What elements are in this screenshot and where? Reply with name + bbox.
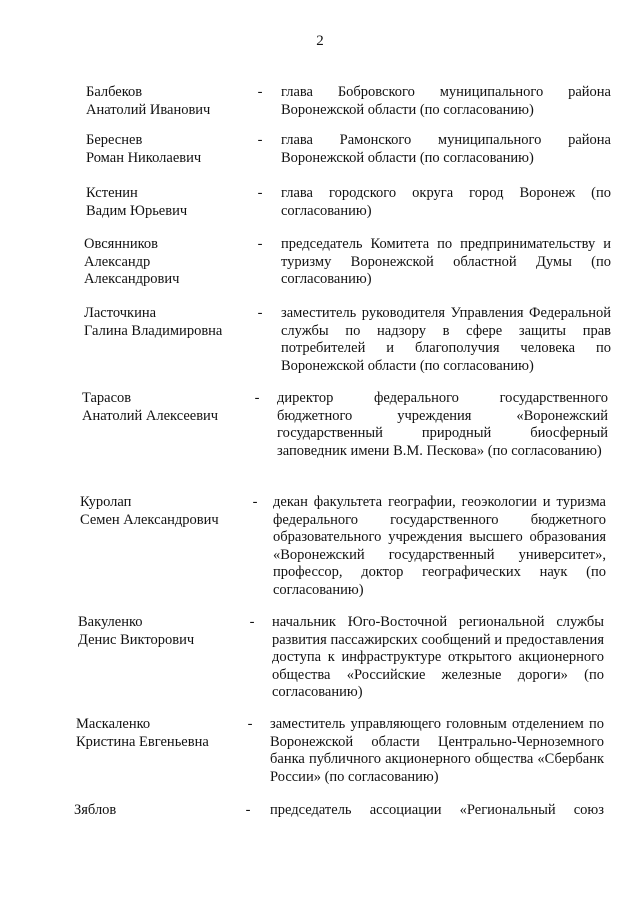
dash-separator: - xyxy=(257,236,263,252)
member-surname: Ласточкина xyxy=(84,305,157,321)
dash-separator: - xyxy=(257,132,263,148)
member-role: декан факультета географии, геоэкологии и туризма федерального государственного бюджетного образовательного учреждения высшего образования «Воронежский государственный университет», профессор, доктор географических наук (по согласованию) xyxy=(273,494,606,598)
member-name xyxy=(76,716,251,751)
dash-separator: - xyxy=(245,802,251,818)
member-given-names: Кристина Евгеньевна xyxy=(76,733,209,750)
dash-separator: - xyxy=(249,614,255,630)
member-role: председатель Комитета по предпринимательству и туризму Воронежской областной Думы (по согласованию) xyxy=(281,236,611,287)
member-surname: Балбеков xyxy=(86,84,143,100)
dash-separator: - xyxy=(257,185,263,201)
member-patronymic: Александрович xyxy=(84,271,180,287)
member-given-names: Галина Владимировна xyxy=(84,322,223,339)
member-name xyxy=(78,614,253,649)
member-name xyxy=(86,132,261,167)
member-given-names: Денис Викторович xyxy=(78,631,195,648)
member-surname: Вакуленко xyxy=(78,614,143,630)
member-surname: Кстенин xyxy=(86,185,138,201)
member-name xyxy=(86,84,261,119)
member-name xyxy=(86,185,261,220)
dash-separator: - xyxy=(254,390,260,406)
member-surname: Береснев xyxy=(86,132,143,148)
dash-separator: - xyxy=(257,305,263,321)
member-name xyxy=(84,305,259,340)
member-name xyxy=(82,390,257,425)
member-role: глава Рамонского муниципального района Воронежской области (по согласованию) xyxy=(281,132,611,166)
member-given-names: Александр xyxy=(84,253,151,270)
dash-separator: - xyxy=(257,84,263,100)
member-given-names: Роман Николаевич xyxy=(86,149,202,166)
page-number: 2 xyxy=(316,33,324,49)
member-role: начальник Юго-Восточной региональной службы развития пассажирских сообщений и предоставления доступа к инфраструктуре открытого акционерного общества «Российские железные дороги» (по согласованию) xyxy=(272,614,604,700)
member-given-names: Вадим Юрьевич xyxy=(86,202,188,219)
member-given-names: Семен Александрович xyxy=(80,511,219,528)
member-given-names: Анатолий Иванович xyxy=(86,101,211,118)
member-surname: Куролап xyxy=(80,494,132,510)
dash-separator: - xyxy=(247,716,253,732)
member-role: председатель ассоциации «Региональный союз xyxy=(270,802,604,818)
dash-separator: - xyxy=(252,494,258,510)
member-given-names: Анатолий Алексеевич xyxy=(82,407,219,424)
member-name xyxy=(80,494,255,529)
member-role: глава Бобровского муниципального района Воронежской области (по согласованию) xyxy=(281,84,611,118)
member-role: глава городского округа город Воронеж (по согласованию) xyxy=(281,185,611,219)
member-name xyxy=(84,236,259,289)
member-surname: Зяблов xyxy=(74,802,117,818)
member-role: заместитель руководителя Управления Федеральной службы по надзору в сфере защиты прав потребителей и благополучия человека по Воронежской области (по согласованию) xyxy=(281,305,611,374)
member-surname: Тарасов xyxy=(82,390,132,406)
member-role: директор федерального государственного бюджетного учреждения «Воронежский государственный природный биосферный заповедник имени В.М. Пескова» (по согласованию) xyxy=(277,390,608,459)
member-surname: Маскаленко xyxy=(76,716,151,732)
member-name xyxy=(74,802,249,820)
member-surname: Овсянников xyxy=(84,236,159,252)
member-role: заместитель управляющего головным отделением по Воронежской области Центрально-Черноземного банка публичного акционерного общества «Сбербанк России» (по согласованию) xyxy=(270,716,604,785)
